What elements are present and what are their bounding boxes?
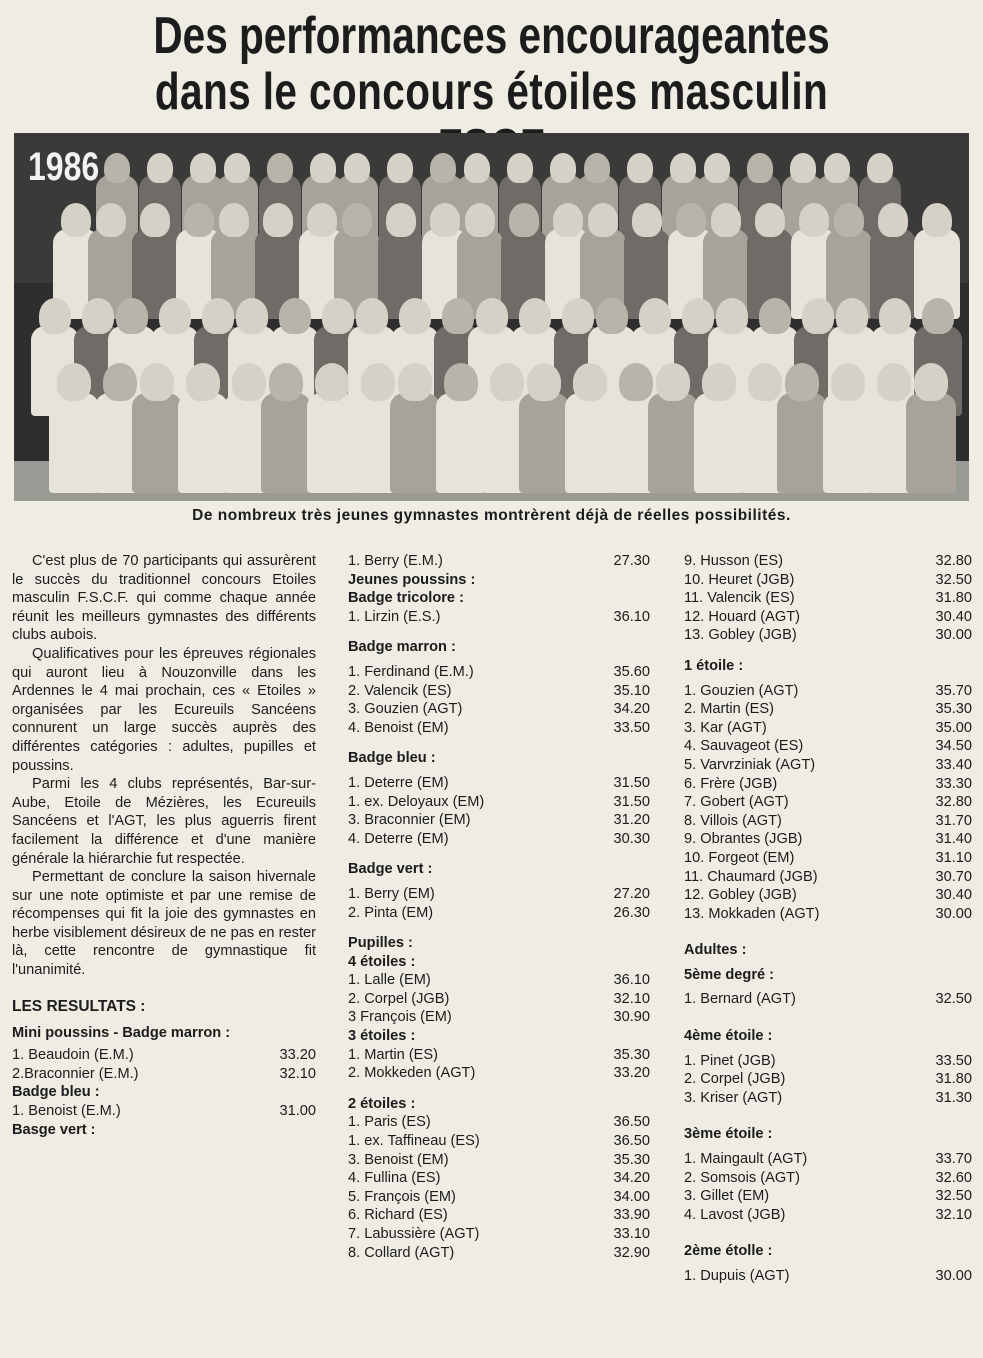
gymnast-head [464,153,490,183]
competitor-name: 1. Martin (ES) [348,1046,439,1063]
gymnast-head [914,363,948,401]
gymnast-head [716,298,748,334]
competitor-name: 3. Gouzien (AGT) [348,701,463,718]
competitor-name: 2. Corpel (JGB) [684,1071,786,1088]
result-row [684,1070,972,1089]
gymnast-head [361,363,395,401]
result-row [684,868,972,887]
result-row [684,1052,972,1071]
headline-line-2: dans le concours étoiles masculin [154,63,829,121]
competitor-score: 30.40 [935,608,972,625]
gymnast-head [702,363,736,401]
competitor-score: 31.80 [935,1071,972,1088]
result-row [684,990,972,1009]
competitor-name: 1. Pinet (JGB) [684,1052,776,1069]
gymnast-head [550,153,576,183]
gymnast-body [906,393,956,493]
result-row [348,1206,650,1225]
result-row [684,1169,972,1188]
competitor-name: 4. Deterre (EM) [348,830,449,847]
results-heading: LES RESULTATS : [12,997,146,1015]
competitor-score: 27.30 [613,553,650,569]
gymnast-head [877,363,911,401]
competitor-name: 1. Berry (E.M.) [348,553,443,569]
result-row [348,1244,650,1263]
competitor-score: 33.10 [613,1226,650,1242]
result-row [684,793,972,812]
competitor-score: 35.30 [613,1151,650,1168]
gymnast-head [831,363,865,401]
gymnast-head [836,298,868,334]
competitor-name: 7. Gobert (AGT) [684,794,789,811]
competitor-name: 1. Benoist (E.M.) [12,1103,121,1120]
gymnast-head [790,153,816,183]
result-row [348,990,650,1009]
competitor-name: 8. Villois (AGT) [684,812,782,829]
result-row [348,663,650,682]
column-1 [12,552,316,1139]
gymnast-body [777,393,827,493]
gymnast-head [802,298,834,334]
competitor-name: 1. Lirzin (E.S.) [348,608,441,625]
competitor-name: 4. Sauvageot (ES) [684,738,804,755]
gymnast-head [279,298,311,334]
gymnast-head [219,203,249,237]
competitor-score: 35.30 [935,701,972,718]
gymnast-head [147,153,173,183]
gymnast-body [390,393,440,493]
result-row [684,682,972,701]
gymnast-head [310,153,336,183]
gymnast-head [140,363,174,401]
result-row [348,700,650,719]
result-row [12,1102,316,1121]
competitor-name: 11. Chaumard (JGB) [684,868,818,885]
competitor-score: 30.00 [935,1268,972,1284]
competitor-score: 30.70 [935,868,972,885]
gymnast-head [656,363,690,401]
gymnast-head [490,363,524,401]
section-heading: Mini poussins - Badge marron : [12,1024,231,1041]
headline-line-1: Des performances encourageantes [153,7,830,65]
competitor-name: 13. Mokkaden (AGT) [684,905,820,922]
competitor-score: 34.00 [613,1188,650,1205]
column-3 [684,552,972,1286]
gymnast-head [527,363,561,401]
section-heading: Badge marron : [348,639,456,656]
group-photo [14,133,969,501]
gymnast-head [465,203,495,237]
gymnast-head [627,153,653,183]
competitor-name: 10. Forgeot (EM) [684,849,795,866]
gymnast-head [269,363,303,401]
gymnast-head [398,363,432,401]
section-heading: 4 étoiles : [348,953,416,970]
gymnast-head [387,153,413,183]
result-row [348,774,650,793]
gymnast-head [236,298,268,334]
result-row [684,1187,972,1206]
competitor-name: 6. Frère (JGB) [684,775,778,792]
competitor-score: 36.50 [613,1133,650,1150]
result-row [348,719,650,738]
competitor-score: 32.80 [935,553,972,569]
competitor-name: 11. Valencik (ES) [684,590,795,607]
competitor-name: 2. Pinta (EM) [348,904,434,921]
gymnast-body [49,393,99,493]
section-heading: 3 étoiles : [348,1028,416,1045]
competitor-score: 32.90 [613,1244,650,1261]
competitor-score: 27.20 [613,885,650,902]
result-row [348,830,650,849]
section-heading: Adultes : [684,942,747,959]
gymnast-head [386,203,416,237]
gymnast-head [267,153,293,183]
result-row [348,1046,650,1065]
gymnast-head [785,363,819,401]
result-row [348,904,650,923]
result-row [684,1150,972,1169]
result-row [684,849,972,868]
gymnast-head [573,363,607,401]
competitor-name: 5. François (EM) [348,1188,456,1205]
section-heading: 2ème étolle : [684,1243,773,1260]
result-row [348,608,650,627]
gymnast-head [562,298,594,334]
competitor-name: 1. Berry (EM) [348,885,435,902]
competitor-name: 1. Paris (ES) [348,1114,431,1131]
gymnast-head [922,203,952,237]
result-row [684,589,972,608]
gymnast-head [588,203,618,237]
competitor-name: 9. Obrantes (JGB) [684,831,803,848]
gymnast-head [879,298,911,334]
competitor-score: 33.40 [935,756,972,773]
competitor-score: 32.50 [935,1188,972,1205]
competitor-name: 10. Heuret (JGB) [684,571,795,588]
result-row [348,1113,650,1132]
gymnast-head [116,298,148,334]
result-row [684,756,972,775]
competitor-name: 6. Richard (ES) [348,1207,448,1224]
photo-caption: De nombreux très jeunes gymnastes montrèrent déjà de réelles possibilités. [192,507,791,524]
competitor-score: 35.60 [613,663,650,680]
competitor-name: 3. Gillet (EM) [684,1188,770,1205]
column-2 [348,552,650,1262]
result-row [684,700,972,719]
competitor-score: 33.90 [613,1207,650,1224]
gymnast-head [430,153,456,183]
gymnast-head [322,298,354,334]
competitor-score: 30.30 [613,830,650,847]
gymnast-head [140,203,170,237]
competitor-score: 35.10 [613,682,650,699]
competitor-name: 12. Gobley (JGB) [684,887,797,904]
result-row [348,793,650,812]
competitor-score: 32.50 [935,991,972,1008]
competitor-name: 13. Gobley (JGB) [684,627,797,644]
competitor-name: 1. ex. Deloyaux (EM) [348,793,485,810]
competitor-name: 1. Maingault (AGT) [684,1151,808,1168]
competitor-score: 35.30 [613,1046,650,1063]
section-heading: Basge vert : [12,1121,96,1138]
gymnast-body [648,393,698,493]
competitor-score: 26.30 [613,904,650,921]
competitor-score: 31.10 [935,849,972,866]
gymnast-head [96,203,126,237]
competitor-name: 8. Collard (AGT) [348,1244,455,1261]
competitor-name: 3. Braconnier (EM) [348,812,471,829]
competitor-score: 32.80 [935,794,972,811]
result-row [684,812,972,831]
competitor-name: 4. Fullina (ES) [348,1170,441,1187]
gymnast-body [565,393,615,493]
gymnast-head [263,203,293,237]
result-row [348,1008,650,1027]
competitor-score: 36.10 [613,608,650,625]
section-heading: Badge vert : [348,861,433,878]
gymnast-body [694,393,744,493]
gymnast-head [670,153,696,183]
competitor-name: 1. Ferdinand (E.M.) [348,663,474,680]
section-heading: Badge bleu : [12,1084,100,1101]
competitor-score: 35.00 [935,719,972,736]
result-row [684,886,972,905]
competitor-name: 3. Kar (AGT) [684,719,767,736]
competitor-name: 3. Kriser (AGT) [684,1089,783,1106]
result-row [348,1132,650,1151]
gymnast-head [104,153,130,183]
gymnast-head [442,298,474,334]
competitor-score: 32.10 [935,1206,972,1223]
gymnast-body [436,393,486,493]
competitor-score: 36.10 [613,972,650,989]
competitor-score: 33.20 [613,1065,650,1082]
result-row [12,1065,316,1084]
gymnast-head [61,203,91,237]
gymnast-head [202,298,234,334]
gymnast-head [184,203,214,237]
article-paragraph: C'est plus de 70 participants qui assurèrent le succès du traditionnel concours Etoiles masculin F.S.C.F. qui comme chaque année réunit les meilleurs gymnastes des différents clubs aubois. [12,553,316,644]
gymnast-head [748,363,782,401]
gymnast-head [430,203,460,237]
result-row [348,1169,650,1188]
result-row [348,1151,650,1170]
section-heading: Badge tricolore : [348,590,464,607]
competitor-name: 1. Beaudoin (E.M.) [12,1047,134,1064]
result-row [348,971,650,990]
gymnast-body [132,393,182,493]
gymnast-head [159,298,191,334]
competitor-score: 32.50 [935,571,972,588]
competitor-name: 2. Mokkeden (AGT) [348,1065,476,1082]
gymnast-body [178,393,228,493]
result-row [348,885,650,904]
gymnast-head [224,153,250,183]
gymnast-head [704,153,730,183]
competitor-score: 30.40 [935,887,972,904]
competitor-score: 33.70 [935,1151,972,1168]
competitor-name: 4. Benoist (EM) [348,719,449,736]
competitor-score: 31.80 [935,590,972,607]
competitor-score: 31.50 [613,774,650,791]
gymnast-body [823,393,873,493]
competitor-score: 31.70 [935,812,972,829]
section-heading: 4ème étoile : [684,1028,773,1045]
competitor-name: 1. Bernard (AGT) [684,991,796,1008]
competitor-name: 2. Somsois (AGT) [684,1169,800,1186]
competitor-name: 1. Gouzien (AGT) [684,682,799,699]
gymnast-head [553,203,583,237]
gymnast-head [315,363,349,401]
section-heading: Badge bleu : [348,750,436,767]
gymnast-head [676,203,706,237]
result-row [684,552,972,571]
competitor-score: 32.60 [935,1169,972,1186]
gymnast-head [444,363,478,401]
gymnast-head [519,298,551,334]
competitor-name: 1. Deterre (EM) [348,774,449,791]
result-row [348,811,650,830]
gymnast-head [476,298,508,334]
result-row [684,775,972,794]
photo-year-label: 1986 [28,145,100,189]
competitor-name: 3 François (EM) [348,1009,452,1026]
competitor-score: 34.20 [613,701,650,718]
competitor-name: 12. Houard (AGT) [684,608,800,625]
gymnast-head [103,363,137,401]
competitor-score: 34.50 [935,738,972,755]
result-row [684,737,972,756]
gymnast-head [755,203,785,237]
competitor-score: 31.00 [279,1103,316,1120]
result-row [684,1267,972,1286]
competitor-score: 35.70 [935,682,972,699]
gymnast-head [711,203,741,237]
gymnast-head [307,203,337,237]
gymnast-head [639,298,671,334]
competitor-score: 31.50 [613,793,650,810]
result-row [348,552,650,571]
section-heading: 2 étoiles : [348,1095,416,1112]
result-row [684,608,972,627]
competitor-score: 32.10 [613,990,650,1007]
competitor-score: 32.10 [279,1065,316,1082]
result-row [348,682,650,701]
result-row [684,719,972,738]
competitor-score: 33.30 [935,775,972,792]
result-row [684,1089,972,1108]
gymnast-head [507,153,533,183]
gymnast-body [307,393,357,493]
competitor-name: 7. Labussière (AGT) [348,1226,480,1242]
article-paragraph: Permettant de conclure la saison hivernale sur une note optimiste et par une remise de récompenses qui fit la joie des gymnastes en herbe visiblement désireux de ne pas en rester là, cette rencontre de gymnastique fit l'unanimité. [12,869,316,979]
competitor-name: 2. Valencik (ES) [348,682,452,699]
competitor-score: 30.90 [613,1009,650,1026]
result-row [684,571,972,590]
section-heading: 3ème étoile : [684,1126,773,1143]
gymnast-head [342,203,372,237]
article-paragraph: Parmi les 4 clubs représentés, Bar-sur-Aube, Etoile de Mézières, les Ecureuils Sancéens et l'AGT, les plus aguerris firent facilement la différence et d'une manière générale la hiérarchie fut respectée. [12,776,316,867]
gymnast-head [747,153,773,183]
competitor-name: 9. Husson (ES) [684,553,783,569]
gymnast-head [39,298,71,334]
gymnast-head [834,203,864,237]
competitor-score: 31.40 [935,831,972,848]
competitor-name: 2. Martin (ES) [684,701,775,718]
gymnast-head [824,153,850,183]
competitor-score: 30.00 [935,905,972,922]
competitor-score: 33.50 [613,719,650,736]
result-row [684,1206,972,1225]
gymnast-head [57,363,91,401]
gymnast-head [759,298,791,334]
result-row [348,1188,650,1207]
result-row [12,1046,316,1065]
gymnast-head [509,203,539,237]
section-heading: 1 étoile : [684,657,744,674]
gymnast-head [399,298,431,334]
competitor-score: 31.30 [935,1089,972,1106]
result-row [684,830,972,849]
gymnast-head [682,298,714,334]
competitor-score: 34.20 [613,1170,650,1187]
competitor-name: 2. Corpel (JGB) [348,990,450,1007]
competitor-name: 5. Varvrziniak (AGT) [684,756,816,773]
result-row [348,1225,650,1244]
competitor-score: 33.20 [279,1047,316,1064]
gymnast-head [867,153,893,183]
section-heading: Jeunes poussins : [348,571,476,588]
gymnast-body [261,393,311,493]
section-heading: Pupilles : [348,935,413,952]
result-row [684,905,972,924]
competitor-name: 2.Braconnier (E.M.) [12,1065,139,1082]
gymnast-head [82,298,114,334]
competitor-name: 1. Dupuis (AGT) [684,1268,790,1284]
gymnast-head [922,298,954,334]
competitor-name: 4. Lavost (JGB) [684,1206,786,1223]
gymnast-head [799,203,829,237]
competitor-name: 1. ex. Taffineau (ES) [348,1133,480,1150]
gymnast-body [519,393,569,493]
competitor-name: 3. Benoist (EM) [348,1151,449,1168]
gymnast-head [190,153,216,183]
result-row [684,626,972,645]
gymnast-head [619,363,653,401]
gymnast-head [344,153,370,183]
competitor-score: 30.00 [935,627,972,644]
gymnast-head [186,363,220,401]
gymnast-head [596,298,628,334]
gymnast-head [232,363,266,401]
gymnast-head [878,203,908,237]
article-paragraph: Qualificatives pour les épreuves régionales qui auront lieu à Nouzonville dans les Ardennes le 4 mai prochain, ces « Etoiles » organisées par les Ecureuils Sancéens connurent un large succès auprès des différentes catégories : adultes, pupilles et poussins. [12,645,316,774]
competitor-name: 1. Lalle (EM) [348,972,431,989]
section-heading: 5ème degré : [684,966,775,983]
gymnast-head [584,153,610,183]
gymnast-head [356,298,388,334]
gymnast-head [632,203,662,237]
competitor-score: 31.20 [613,812,650,829]
competitor-score: 36.50 [613,1114,650,1131]
competitor-score: 33.50 [935,1052,972,1069]
result-row [348,1064,650,1083]
